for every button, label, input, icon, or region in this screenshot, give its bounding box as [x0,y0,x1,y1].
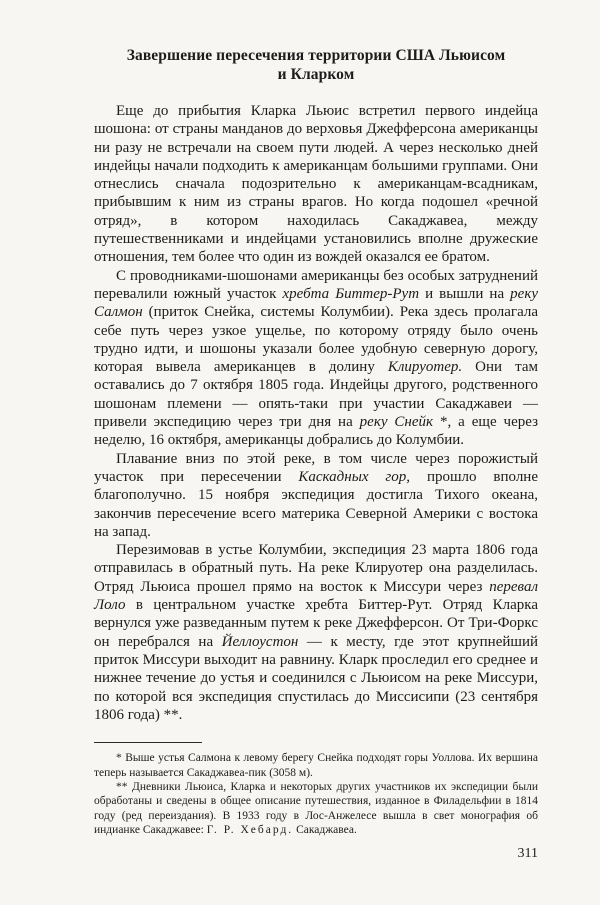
footnote-2-title: Сакаджавеа. [293,824,357,837]
section-title-line-2: и Кларком [277,66,355,83]
paragraph-3-text-1: Плавание вниз по этой реке, в том числе через порожистый участок при пересечении [94,450,538,485]
paragraph-1-text: Еще до прибытия Кларка Льюис встретил первого индейца шошона: от страны манданов до верховья Джефферсона американцы ни разу не встречали на своем пути людей. А через несколько дней индейцы начали подходить к американцам большими группами. Они отнеслись сначала подозрительно к американцам-всадникам, прибывшим к ним из страны врагов. Но когда подошел «речной отряд», в котором находилась Сакаджавеа, между путешественниками и индейцами установились вполне дружеские отношения, тем более что один из вождей оказался ее братом. [94,103,538,266]
paragraph-4-text-3: — к месту, где этот крупнейший приток Миссури выходит на равнину. Кларк проследил его среднее и нижнее течение до устья и соединился с Льюисом на реке Миссури, по которой вся экспедиция спустилась до Миссисипи (23 сентября 1806 года) **. [94,633,538,723]
place-name-snake: реку Снейк [359,414,434,431]
paragraph-2-text-3: (приток Снейка, системы Колумбии). Река здесь пролагала себе путь через узкое ущелье, по которому отряду было очень трудно идти, и шошоны указали более удобную северную дорогу, которая вывела американцев в долину [94,304,538,376]
place-name-bitter-root: хребта Биттер-Рут [282,285,420,302]
paragraph-3 [94,450,538,541]
footnote-2-text: ** Дневники Льюиса, Кларка и некоторых других участников их экспедиции были обработаны и сведены в общее описание путешествия, изданное в Филадельфии в 1814 году (ред переиздания). В 1933 году в Лос-Анжелесе вышла в свет монография об индианке Сакаджавее: [94,780,538,837]
place-name-clearwater: Клируотер. [387,359,463,376]
paragraph-2-text-4: Они там оставались до 7 октября 1805 года. Индейцы другого, родственного шошонам племени — опять-таки при участии Сакаджавеи — привели экспедицию через три дня на [94,359,539,431]
section-title [94,46,538,84]
paragraph-3-text-2: прошло вполне благополучно. 15 ноября экспедиция достигла Тихого океана, закончив пересечение всего материка Северной Америки с востока на запад. [94,468,538,540]
footnote-divider [94,742,202,743]
place-name-yellowstone: Йеллоустон [221,633,299,650]
paragraph-2-text-1: С проводниками-шошонами американцы без особых затруднений перевалили южный участок [94,267,538,302]
section-title-line-1: Завершение пересечения территории США Льюисом [126,47,506,64]
paragraph-2-text-5: *, а еще через неделю, 16 октября, американцы добрались до Колумбии. [94,414,539,449]
paragraph-2-text-2: и вышли на [419,285,511,302]
footnote-2 [94,780,538,838]
paragraph-2 [94,267,538,450]
footnote-2-author: Г. Р. Хебард. [206,824,294,837]
paragraph-4 [94,541,538,724]
place-name-salmon: реку Салмон [94,285,538,321]
footnote-1: * Выше устья Салмона к левому берегу Снейка подходят горы Уоллова. Их вершина теперь называется Сакаджавеа-пик (3058 м). [94,752,538,779]
place-name-lolo-pass: перевал Лоло [94,578,538,614]
paragraph-4-text-1: Перезимовав в устье Колумбии, экспедиция 23 марта 1806 года отправилась в обратный путь. На реке Клируотер она разделилась. Отряд Льюиса прошел прямо на восток к Миссури через [94,542,538,595]
paragraph-4-text-2: в центральном участке хребта Биттер-Рут. Отряд Кларка вернулся уже разведанным путем к реке Джефферсон. От Три-Форкс он перебрался на [94,597,538,650]
paragraph-1 [94,102,538,267]
page-number: 311 [517,846,538,861]
place-name-cascades: Каскадных гор, [298,468,411,485]
